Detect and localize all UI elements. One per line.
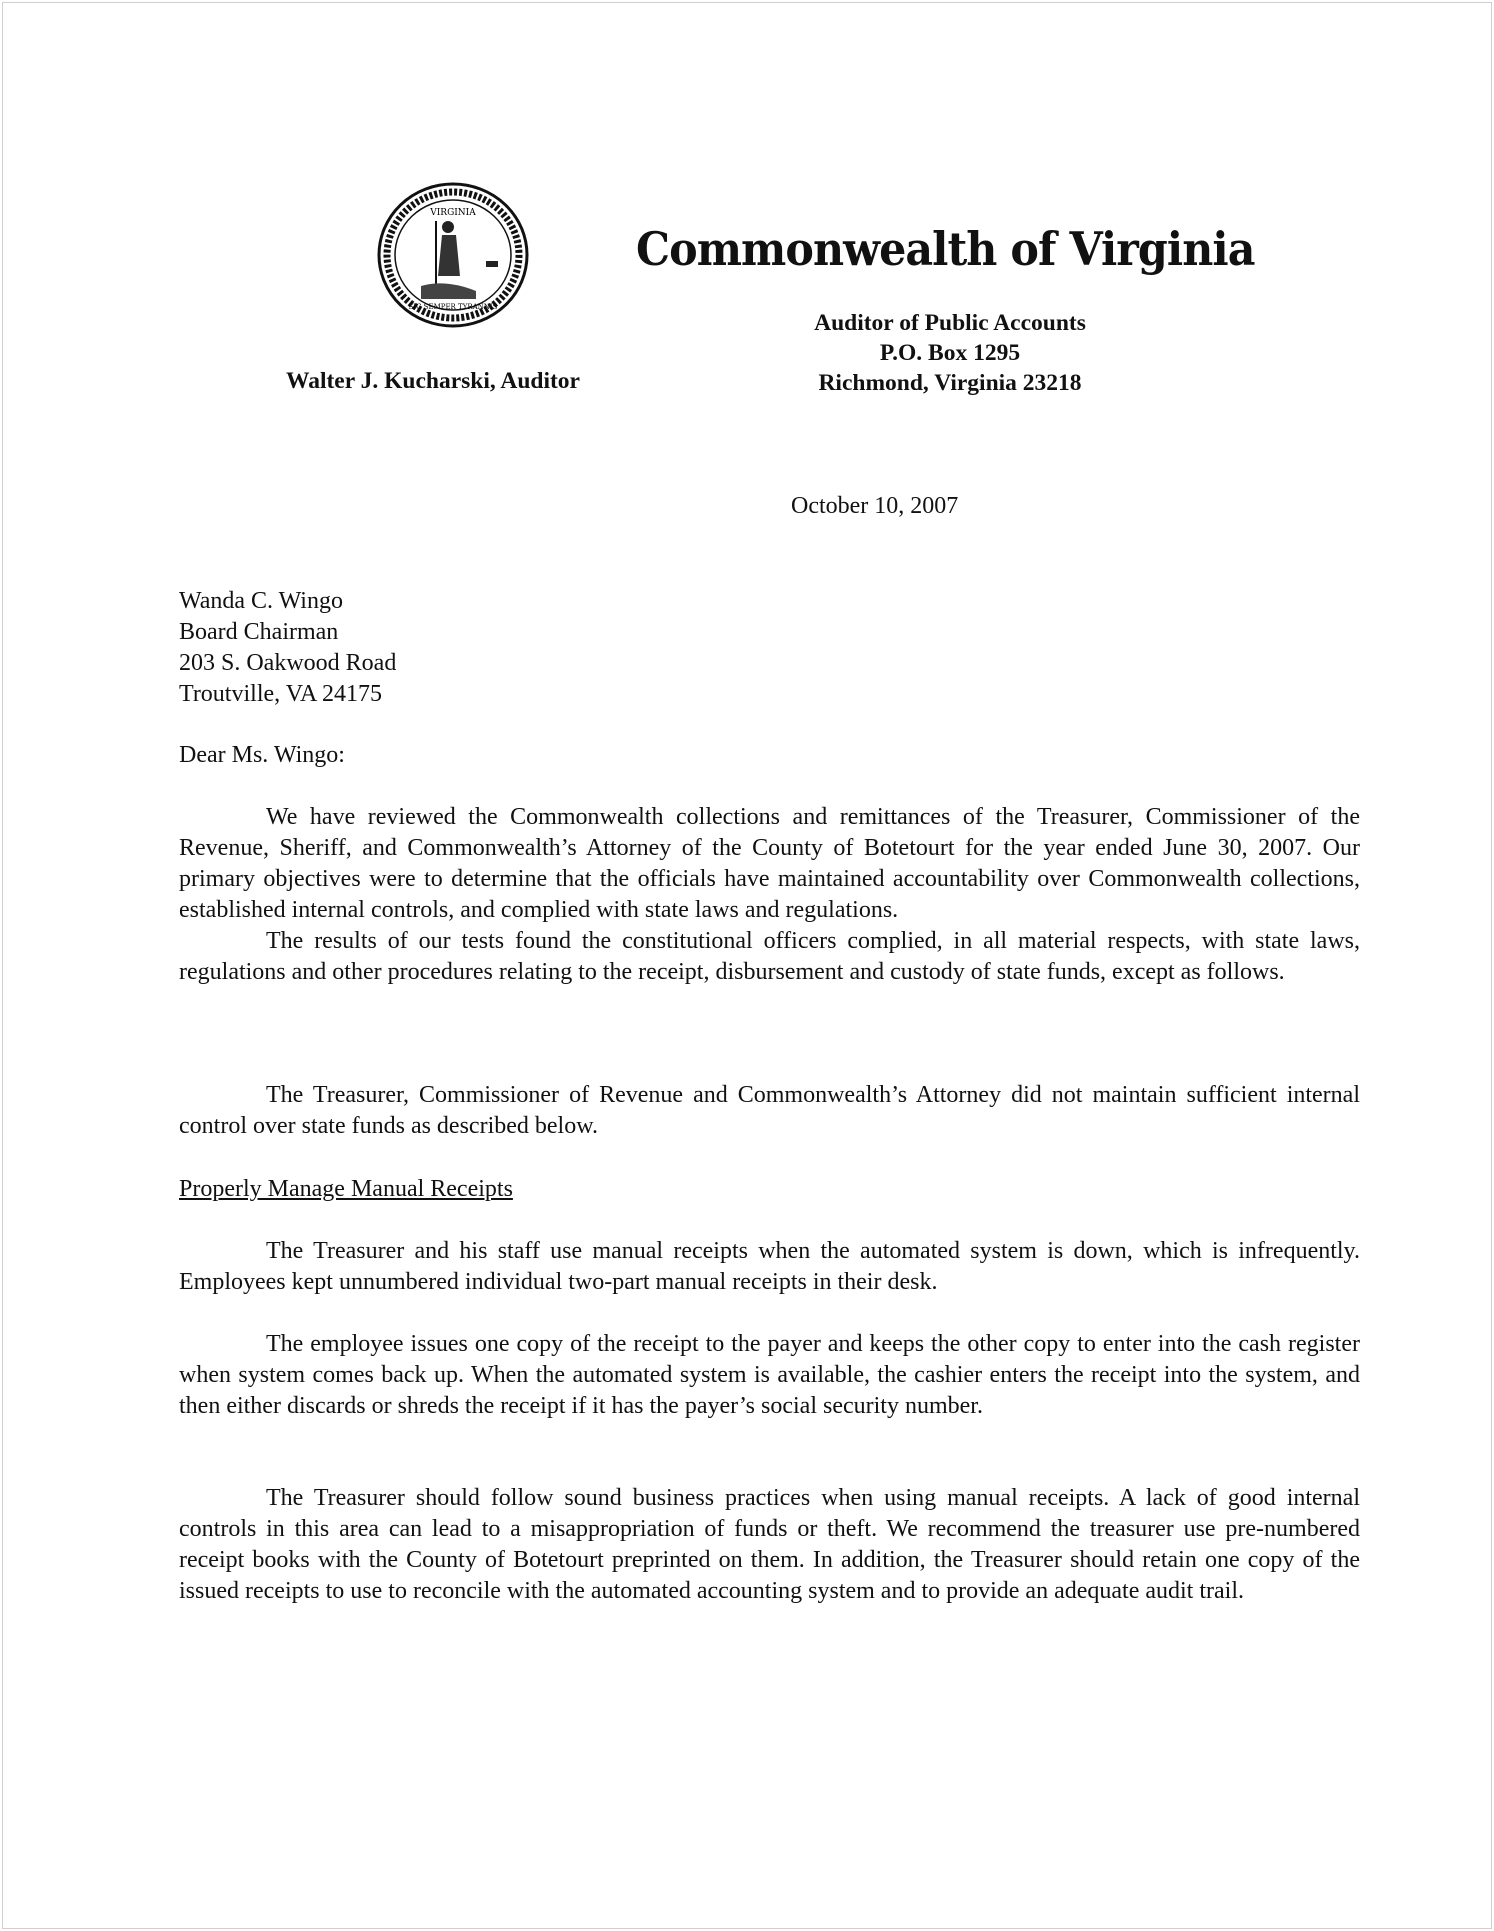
paragraph-3: The Treasurer, Commissioner of Revenue and Commonwealth’s Attorney did not maintain sufficient internal control over state funds as described below. <box>179 1082 1360 1139</box>
paragraph-1: We have reviewed the Commonwealth collections and remittances of the Treasurer, Commissioner of the Revenue, Sheriff, and Commonwealth’s Attorney of the County of Botetourt for the year ended June 30, 2007. Our primary objectives were to determine that the officials have maintained accountability over Commonwealth collections, established internal controls, and complied with state laws and regulations. <box>179 804 1360 923</box>
virginia-seal-logo <box>376 181 530 329</box>
svg-text:SIC SEMPER TYRANNIS: SIC SEMPER TYRANNIS <box>408 303 498 311</box>
section-heading: Properly Manage Manual Receipts <box>179 1176 513 1202</box>
section-paragraph-1: The Treasurer and his staff use manual receipts when the automated system is down, which is infrequently. Employees kept unnumbered individual two-part manual receipts in their desk. <box>179 1238 1360 1295</box>
recipient-street: 203 S. Oakwood Road <box>179 650 397 676</box>
salutation: Dear Ms. Wingo: <box>179 742 345 768</box>
paragraph-2: The results of our tests found the constitutional officers complied, in all material respects, with state laws, regulations and other procedures relating to the receipt, disbursement and custody of state funds, except as follows. <box>179 928 1360 985</box>
office-po-box: P.O. Box 1295 <box>879 340 1021 366</box>
recipient-name: Wanda C. Wingo <box>179 588 343 614</box>
svg-text:VIRGINIA: VIRGINIA <box>430 208 476 218</box>
recipient-title: Board Chairman <box>179 619 339 645</box>
section-paragraph-2: The employee issues one copy of the receipt to the payer and keeps the other copy to enter into the cash register when system comes back up. When the automated system is available, the cashier enters the receipt into the system, and then either discards or shreds the receipt if it has the payer’s social security number. <box>179 1331 1360 1419</box>
office-city: Richmond, Virginia 23218 <box>818 370 1082 396</box>
recipient-address <box>179 586 1360 710</box>
office-name: Auditor of Public Accounts <box>814 310 1086 336</box>
letterhead-title: Commonwealth of Virginia <box>636 222 1255 276</box>
section-paragraph-3: The Treasurer should follow sound business practices when using manual receipts. A lack of good internal controls in this area can lead to a misappropriation of funds or theft. We recommend the treasurer use pre-numbered receipt books with the County of Botetourt preprinted on them. In addition, the Treasurer should retain one copy of the issued receipts to use to reconcile with the automated accounting system and to provide an adequate audit trail. <box>179 1485 1360 1604</box>
auditor-name: Walter J. Kucharski, Auditor <box>286 368 580 394</box>
letter-date: October 10, 2007 <box>791 493 959 519</box>
office-address <box>750 308 1150 398</box>
recipient-city: Troutville, VA 24175 <box>179 681 382 707</box>
